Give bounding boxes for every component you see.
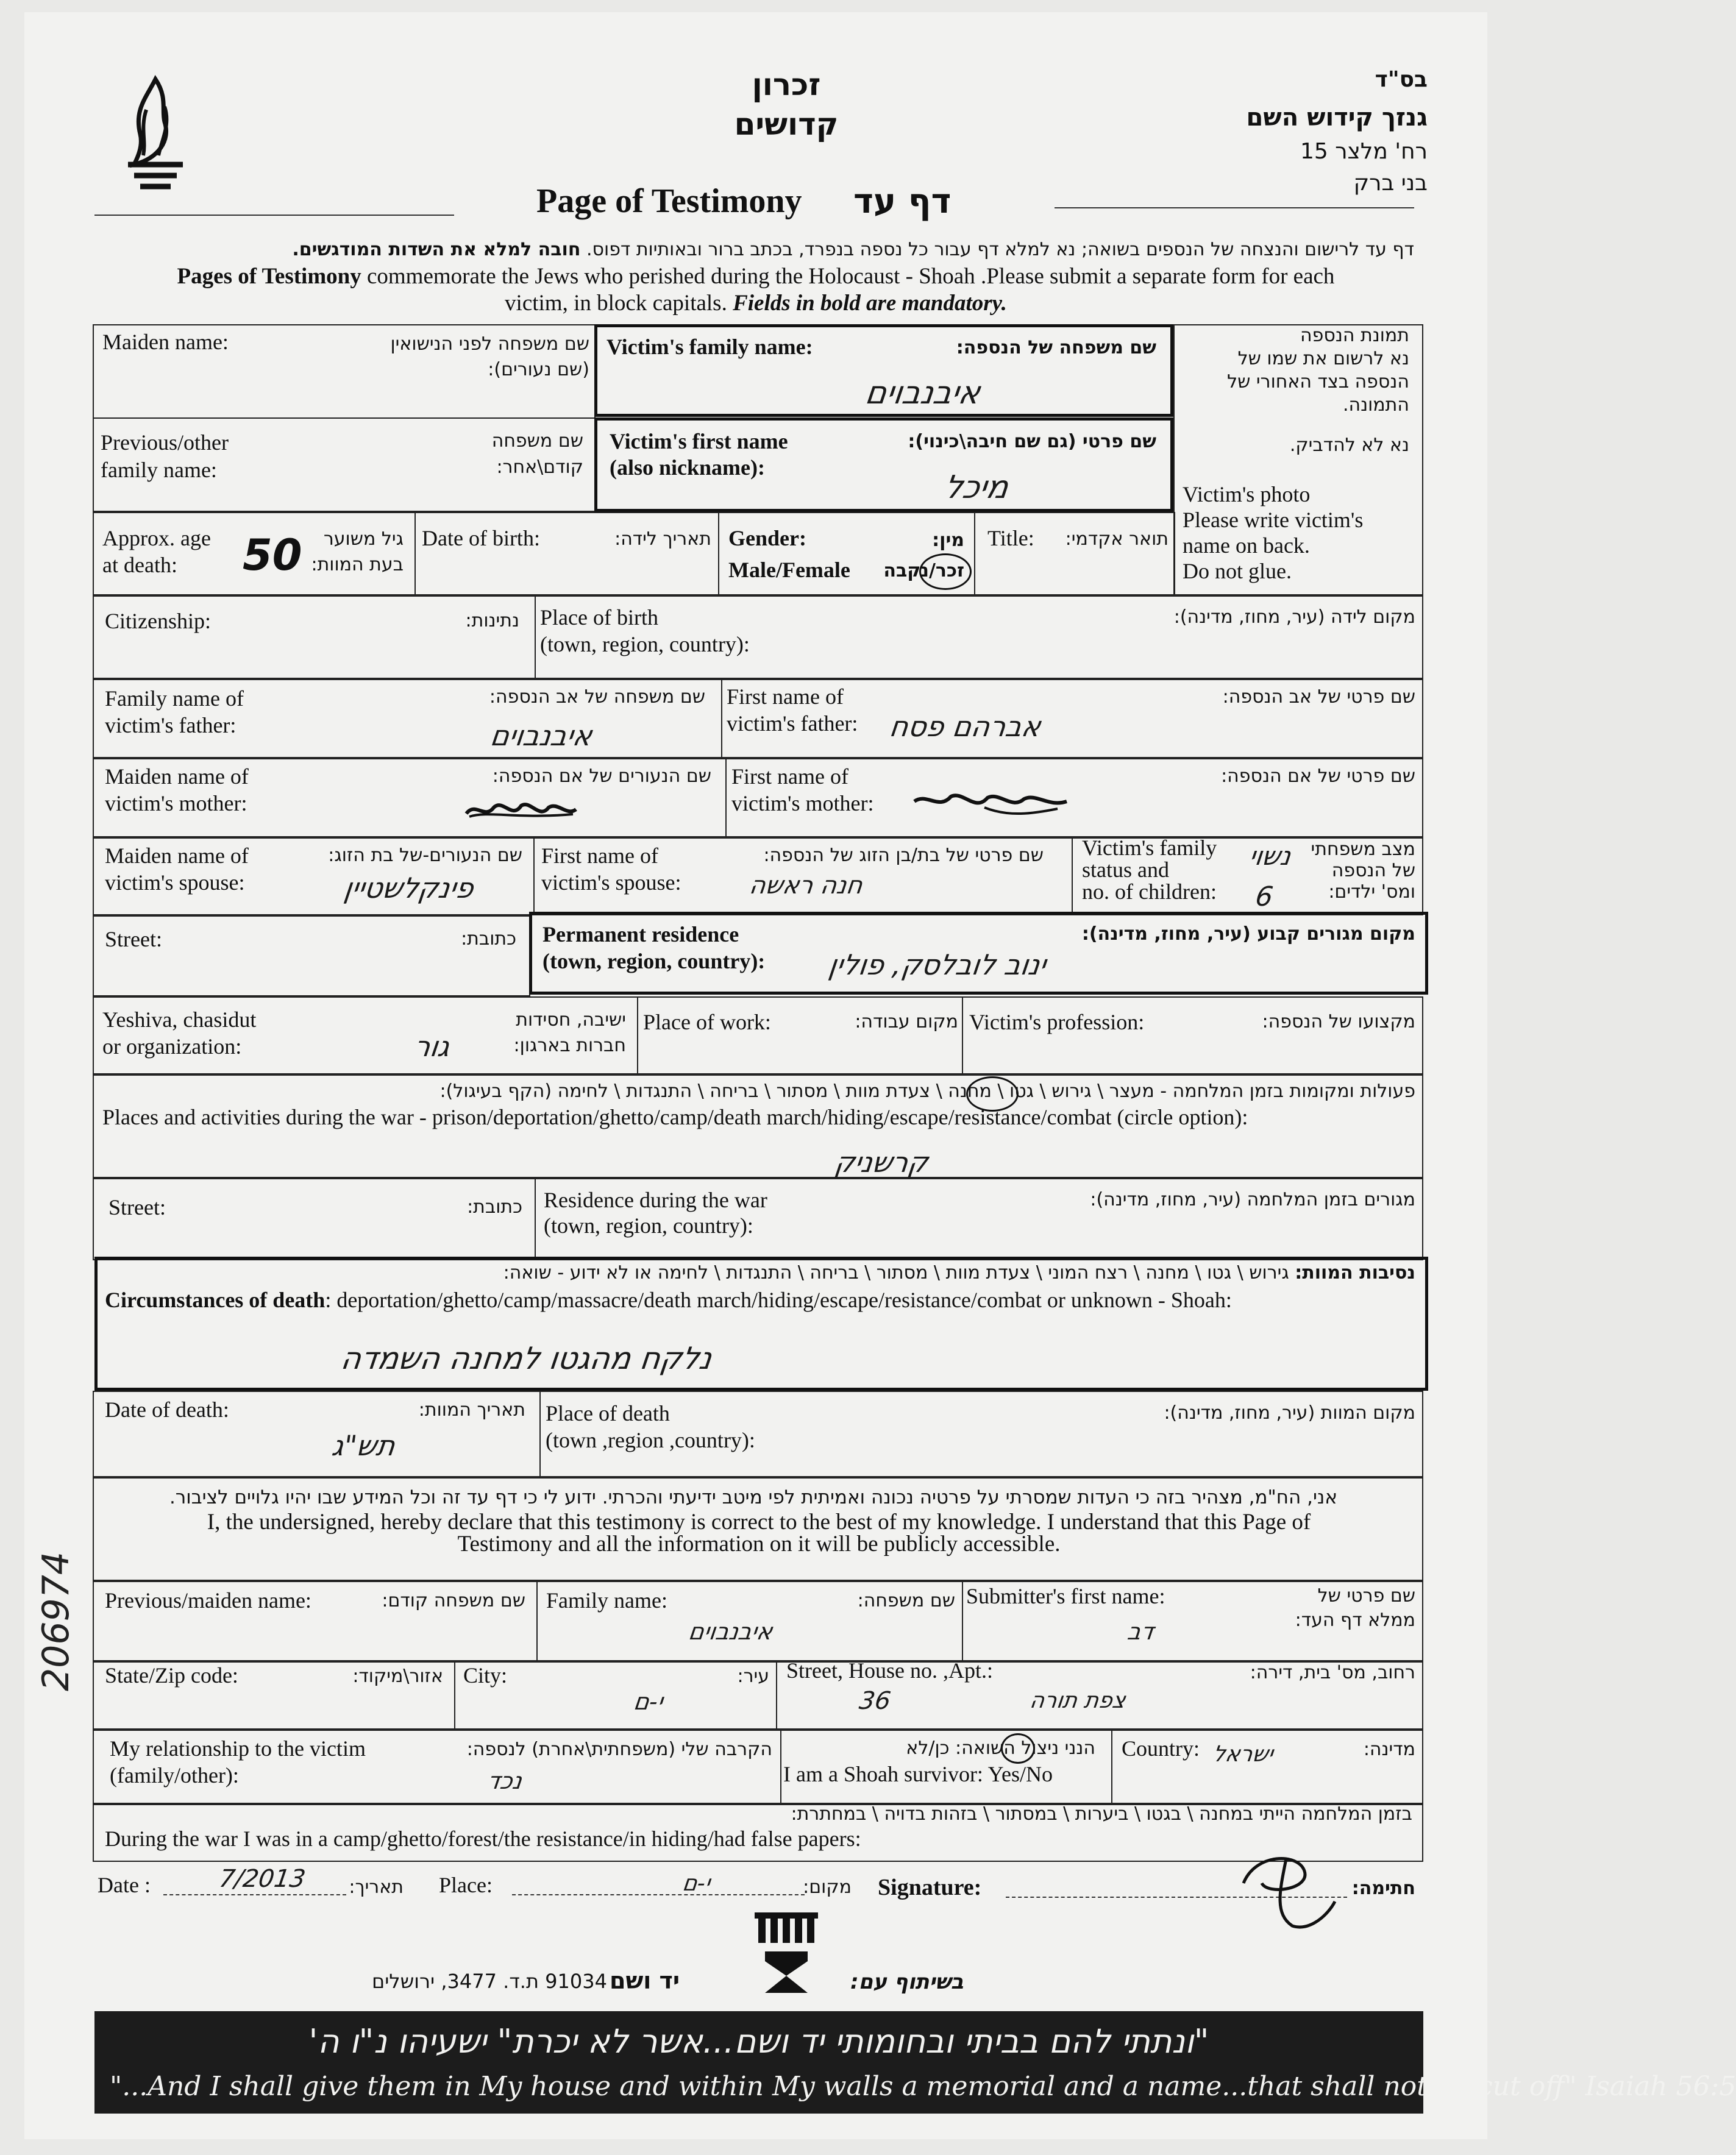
label-ffam-en2: victim's father: [105,713,237,737]
side-number: 206974 [35,1551,77,1691]
label-family-en: Victim's family name: [607,335,813,359]
value-submitter-family: איבנבוים [686,1618,775,1645]
label-pod-en2: (town ,region ,country): [546,1428,755,1452]
photo-he4: התמונה. [1342,394,1409,416]
label-first-he: שם פרטי (גם שם חיבה\כינוי): [908,431,1156,452]
corner-city: בני ברק [1353,171,1428,196]
label-ffam-he: שם משפחה של אב הנספה: [489,686,705,708]
label-pob-en1: Place of birth [540,605,658,630]
label-country-en: Country: [1122,1736,1200,1761]
label-yesh-he2: חברות בארגון: [513,1035,626,1056]
label-family-he: שם משפחה של הנספה: [956,337,1156,358]
label-warres-en2: (town, region, country): [544,1213,753,1238]
mother-maiden-scribble [463,798,579,823]
label-campwar-en: During the war I was in a camp/ghetto/forest/the resistance/in hiding/had false papers: [105,1827,861,1851]
label-pob-en2: (town, region, country): [540,632,750,656]
label-ffam-en1: Family name of [105,686,244,711]
label-campwar-he: בזמן המלחמה הייתי במחנה \ בגטו \ ביערות \ במסתור \ בזהות בדויה \ במחתרת: [791,1803,1412,1825]
label-circ-he-bold: נסיבות המוות: [1295,1262,1415,1283]
label-sfirst-en2: victim's spouse: [541,870,681,895]
zikaron-line2: קדושים [734,107,839,142]
label-city-en: City: [463,1663,508,1688]
corner-bsd: בס"ד [1375,67,1428,92]
label-perm-en2: (town, region, country): [542,949,766,973]
label-signature-en: Signature: [878,1875,982,1900]
label-pob-he: מקום לידה (עיר, מחוז, מדינה): [1173,606,1415,628]
label-surv-en: I am a Shoah survivor: Yes/No [783,1762,1053,1786]
label-ffirst-en2: victim's father: [727,711,858,736]
label-date-en: Date : [98,1873,151,1897]
label-street2-he: כתובת: [467,1196,522,1218]
label-country-he: מדינה: [1363,1739,1415,1760]
label-smaid-he: שם הנעורים-של בת הזוג: [328,845,522,866]
cell-place-of-work[interactable] [637,996,963,1074]
label-status-he3: ומס' ילדים: [1328,881,1415,903]
label-pod-he: מקום המוות (עיר, מחוז, מדינה): [1164,1402,1415,1424]
label-gender-he1: מין: [932,530,964,551]
photo-en1: Victim's photo [1183,482,1311,506]
label-cit-he: נתינות: [465,610,519,631]
label-street-he: כתובת: [461,928,516,950]
photo-en2: Please write victim's [1183,508,1364,532]
value-father-first: אברהם פסח [888,710,1043,743]
label-sub-fam-he: שם משפחה: [857,1590,955,1611]
value-country: ישראל [1211,1742,1275,1767]
value-circumstances: נלקח מהגטו למחנה השמדה [338,1341,714,1376]
value-family-name: איבנבוים [863,375,983,411]
cell-title[interactable] [974,512,1175,595]
value-spouse-first: חנה ראשה [747,872,865,900]
intro-en-rest: commemorate the Jews who perished during the Holocaust - Shoah .Please submit a separate form for each [361,264,1335,289]
intro-en-mandatory: Fields in bold are mandatory. [733,291,1007,316]
footer-partner: בשיתוף עם: [850,1970,964,1994]
label-status-he2: של הנספה [1331,860,1415,881]
label-warres-en1: Residence during the war [544,1188,767,1212]
label-circ-he [366,1262,1415,1285]
label-sub-street-he: רחוב, מס' בית, דירה: [1250,1662,1415,1683]
value-date-of-death: תש"ג [330,1429,397,1462]
intro-en-line2 [110,290,1402,316]
value-submitter-first: דב [1125,1618,1156,1645]
ghetto-circle-mark [966,1076,1019,1112]
label-prof-he: מקצועו של הנספה: [1262,1011,1415,1032]
banner-en: "...And I shall give them in My house and within My walls a memorial and a name...that shall not be cut off" Isaiah 56:5 [110,2071,1736,2102]
page-title-he: דף עד [853,182,952,221]
label-sub-street-en: Street, House no. ,Apt.: [786,1658,993,1683]
label-circ-en-rest: : deportation/ghetto/camp/massacre/death march/hiding/escape/resistance/combat or unknown - Shoah: [325,1288,1232,1312]
label-mfirst-en1: First name of [731,764,848,789]
photo-he2: נא לרשום את שמו של [1237,348,1409,369]
label-dod-he: תאריך המוות: [418,1399,525,1421]
label-place-en: Place: [439,1873,493,1897]
signature-mark [1231,1847,1341,1932]
corner-street: רח' מלצר 15 [1300,139,1428,164]
label-sub-first-he2: ממלא דף העד: [1295,1610,1415,1631]
label-pod-en1: Place of death [546,1401,670,1425]
label-first-en1: Victim's first name [610,429,788,453]
yad-vashem-logo-icon [750,1908,823,1999]
declaration-en2: Testimony and all the information on it will be publicly accessible. [457,1532,1061,1557]
label-sub-fam-en: Family name: [546,1588,667,1613]
label-surv-he: הנני ניצול השואה: כן/לא [906,1738,1095,1759]
label-prevmaid-he: שם משפחה קודם: [382,1590,525,1611]
label-yesh-en1: Yeshiva, chasidut [102,1007,257,1032]
label-street-en: Street: [105,927,162,951]
intro-he [98,239,1414,260]
footer-yadvashem: יד ושם [610,1967,680,1994]
photo-en4: Do not glue. [1183,559,1292,583]
value-relationship: נכד [485,1767,524,1794]
label-perm-en1: Permanent residence [542,922,739,946]
place-underline [512,1894,805,1897]
label-sfirst-he: שם פרטי של בת/בן הזוג של הנספה: [763,845,1044,866]
intro-he-text: דף עד לרישום והנצחה של הנספים בשואה; נא למלא דף עבור כל נספה בנפרד, בכתב ברור ובאותיות דפוס. [586,239,1414,260]
label-gender-en1: Gender: [728,526,806,550]
label-mfirst-he: שם פרטי של אם הנספה: [1221,765,1415,787]
value-perm-residence: ינוב לובלסק, פולין [827,948,1048,981]
label-ffirst-he: שם פרטי של אב הנספה: [1222,686,1415,708]
value-place: י-ם [681,1871,712,1896]
label-mmaid-en1: Maiden name of [105,764,249,789]
label-maiden-he2: (שם נעורים): [488,359,589,380]
intro-he-bold: חובה למלא את השדות המודגשים. [292,239,581,260]
label-sfirst-en1: First name of [541,843,658,868]
label-age-en1: Approx. age [102,526,211,550]
photo-he1: תמונת הנספה [1300,325,1409,346]
label-gender-he2: זכר/נקבה [883,560,964,581]
label-street2-en: Street: [108,1195,166,1220]
label-sub-first-en: Submitter's first name: [966,1584,1165,1608]
label-title-en: Title: [987,526,1034,550]
label-maiden-he1: שם משפחה לפני הנישואין [390,333,589,355]
label-state-en: State/Zip code: [105,1663,238,1688]
value-age: 50 [243,530,302,580]
label-circ-en-bold: Circumstances of death [105,1288,326,1312]
banner-he: "ונתתי להם בביתי ובחומותי יד ושם...אשר לא יכרת" ישעיהו נ"ו ה' [308,2022,1209,2061]
intro-en-bold: Pages of Testimony [177,264,361,289]
label-prof-en: Victim's profession: [969,1010,1145,1034]
label-work-he: מקום עבודה: [855,1011,958,1032]
label-state-he: אזור\מיקוד: [352,1666,443,1687]
corner-org: גנזך קידוש השם [1246,104,1428,132]
intro-en-line2-a: victim, in block capitals. [505,291,733,316]
label-maiden-en: Maiden name: [102,330,229,354]
label-prevmaid-en: Previous/maiden name: [105,1588,311,1613]
flame-logo-icon [110,73,201,195]
label-age-he2: בעת המוות: [311,554,404,575]
value-father-family: איבנבוים [488,719,594,752]
value-status: נשוי [1247,841,1293,871]
label-mfirst-en2: victim's mother: [731,791,874,815]
photo-he5: נא לא להדביק. [1289,435,1409,456]
label-smaid-en1: Maiden name of [105,843,249,868]
declaration-en1: I, the undersigned, hereby declare that this testimony is correct to the best of my knowledge. I understand that this Page of [207,1510,1311,1535]
label-yesh-he1: ישיבה, חסידות [516,1009,626,1031]
label-work-en: Place of work: [643,1010,771,1034]
zikaron-line1: זכרון [752,67,821,102]
label-warres-he: מגורים בזמן המלחמה (עיר, מחוז, מדינה): [1090,1189,1415,1210]
label-circ-en [105,1287,1232,1313]
photo-he3: הנספה בצד האחורי של [1227,371,1409,392]
value-street: צפת תורה [1028,1688,1128,1713]
label-sub-first-he1: שם פרטי של [1317,1585,1415,1606]
mother-first-scribble [911,789,1070,820]
label-city-he: עיר: [737,1666,769,1687]
label-age-he1: גיל משוער [323,528,404,550]
value-yeshiva: גור [412,1030,452,1063]
label-age-en2: at death: [102,553,177,577]
label-prev-en1: Previous/other [101,430,229,455]
declaration-he: אני, הח"מ, מצהיר בזה כי העדות שמסרתי על פרטיה נכונה ואמיתית לפי מיטב ידיעתי והכרתי. ידוע לי כי דף עד זה וכל המידע שבו יהיו גלויים לציבור. [169,1486,1338,1508]
label-yesh-en2: or organization: [102,1034,242,1059]
label-rel-he: הקרבה שלי (משפחתית\אחרת) לנספה: [466,1739,772,1760]
label-prev-en2: family name: [101,458,217,482]
value-street-number: 36 [857,1687,893,1715]
label-title-he: תואר אקדמי: [1065,528,1169,550]
value-first-name: מיכל [942,469,1011,506]
label-mmaid-he: שם הנעורים של אם הנספה: [492,765,711,787]
cell-date-of-birth[interactable] [414,512,719,595]
label-dob-en: Date of birth: [422,526,540,550]
photo-en3: name on back. [1183,533,1310,558]
label-cit-en: Citizenship: [105,609,211,633]
label-prev-he1: שם משפחה [491,430,583,452]
cell-profession[interactable] [962,996,1423,1074]
label-status-en3: no. of children: [1082,879,1217,904]
gender-circle-mark [919,553,972,590]
label-rel-en2: (family/other): [110,1763,239,1788]
label-signature-he: חתימה: [1351,1878,1415,1899]
label-war-en: Places and activities during the war - prison/deportation/ghetto/camp/death march/hiding/escape/resistance/combat (circle option): [102,1105,1248,1129]
label-status-en1: Victim's family [1082,836,1217,860]
label-mmaid-en2: victim's mother: [105,791,247,815]
label-war-he: פעולות ומקומות בזמן המלחמה - מעצר \ גירוש \ גטו \ מחנה \ צעדת מוות \ מסתור \ בריחה \ התנגדות \ לחימה (הקף בעיגול): [439,1081,1415,1102]
label-status-en2: status and [1082,857,1169,882]
label-date-he: תאריך: [349,1876,404,1898]
intro-en-line1 [110,263,1402,289]
label-prev-he2: קודם\אחר: [496,456,583,478]
footer-address: 91034 ת.ד. 3477, ירושלים [372,1970,607,1993]
label-circ-he-rest: גירוש \ גטו \ מחנה \ רצח המוני \ צעדת מוות \ מסתור \ בריחה \ התנגדות \ לחימה או לא ידוע - שואה: [503,1262,1295,1283]
label-rel-en1: My relationship to the victim [110,1736,366,1761]
label-dob-he: תאריך לידה: [614,528,711,550]
label-status-he1: מצב משפחתי [1311,839,1415,860]
value-war-place: קרשניק [833,1146,931,1179]
value-spouse-maiden: פינקלשטיין [342,872,476,904]
value-children: 6 [1253,881,1275,912]
label-perm-he: מקום מגורים קבוע (עיר, מחוז, מדינה): [1081,923,1415,945]
label-dod-en: Date of death: [105,1397,229,1422]
value-city: י-ם [631,1688,665,1715]
label-ffirst-en1: First name of [727,684,844,709]
label-first-en2: (also nickname): [610,455,765,480]
value-date: 7/2013 [217,1865,307,1893]
header-rule-left [94,215,454,216]
page-title: Page of Testimony [536,182,802,220]
date-underline [163,1894,346,1897]
label-place-he: מקום: [803,1876,852,1898]
header-rule-right [1055,207,1414,208]
survivor-circle-mark [1001,1733,1035,1764]
label-gender-en2: Male/Female [728,558,850,582]
label-smaid-en2: victim's spouse: [105,870,245,895]
